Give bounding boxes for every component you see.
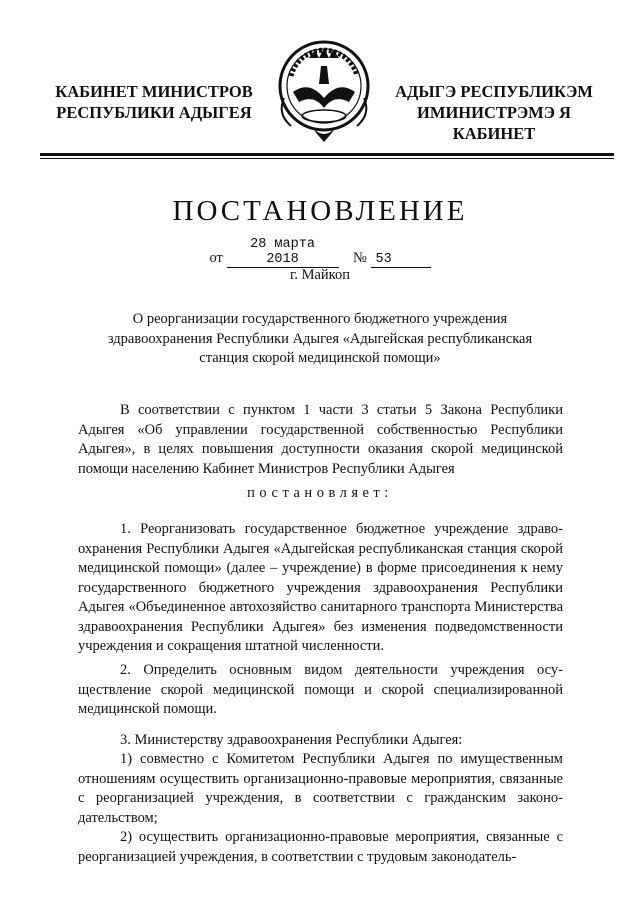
item-3: 3. Министерству здравоохранения Республики Адыгея: [120,732,463,748]
date-number-line [0,237,640,268]
decree-word: постановляет: [247,485,393,501]
item-3-1: 1) совместно с Комитетом Республики Адыгея по имущественным отношениям осуществить организационно-правовые мероприятия, связанные с реорганизацией учреждения, в соответствии с гражданским законодательством; [78,751,563,826]
document-date: 28 марта 2018 [227,237,339,268]
coat-of-arms-icon [269,36,379,146]
city: г. Майкоп [290,267,350,283]
item-1: 1. Реорганизовать государственное бюджетное учреждение здравоохранения Республики Адыгея «Адыгейская республиканская станция скорой медицинской помощи» (далее – учреждение) в форме присоединения к нему государственного бюджетного учреждения здравоохранения Республики Адыгея «Объединенное автохозяйство санитарного транспорта Министерства здравоохранения Республики Адыгея» без изменения подведомственности учреждения и сокращения штатной численности. [78,521,563,654]
document-number: 53 [371,252,431,268]
item-2: 2. Определить основным видом деятельности учреждения осуществление скорой медицинской помощи и скорой специализированной медицинской помощи. [78,662,563,717]
header-divider-thin [40,158,614,159]
issuer-adyghe-line-1: АДЫГЭ РЕСПУБЛИКЭМ [395,82,593,101]
issuer-line-1: КАБИНЕТ МИНИСТРОВ [55,82,253,101]
document-title: ПОСТАНОВЛЕНИЕ [172,195,468,227]
item-3-2: 2) осуществить организационно-правовые мероприятия, связанные с реорганизацией учреждения, в соответствии с трудовым законодатель- [78,829,563,865]
issuer-adyghe-line-2: ИМИНИСТРЭМЭ Я КАБИНЕТ [417,103,571,143]
issuer-line-2: РЕСПУБЛИКИ АДЫГЕЯ [56,103,252,122]
issuer-name-russian [55,81,253,123]
issuer-name-adyghe [384,81,604,144]
date-prefix: от [209,250,223,266]
header-divider-thick [40,153,614,156]
document-subject: О реорганизации государственного бюджетного учреждения здравоохранения Республики Адыгея «Адыгейская республиканская станция скорой медицинской помощи» [107,311,533,366]
intro-paragraph: В соответствии с пунктом 1 части 3 статьи 5 Закона Республики Адыгея «Об управлении государственной собственностью Республики Адыгея», в целях повышения доступности оказания скорой медицинской помощи населению Кабинет Министров Республики Адыгея [78,402,563,477]
number-prefix: № [353,250,367,266]
